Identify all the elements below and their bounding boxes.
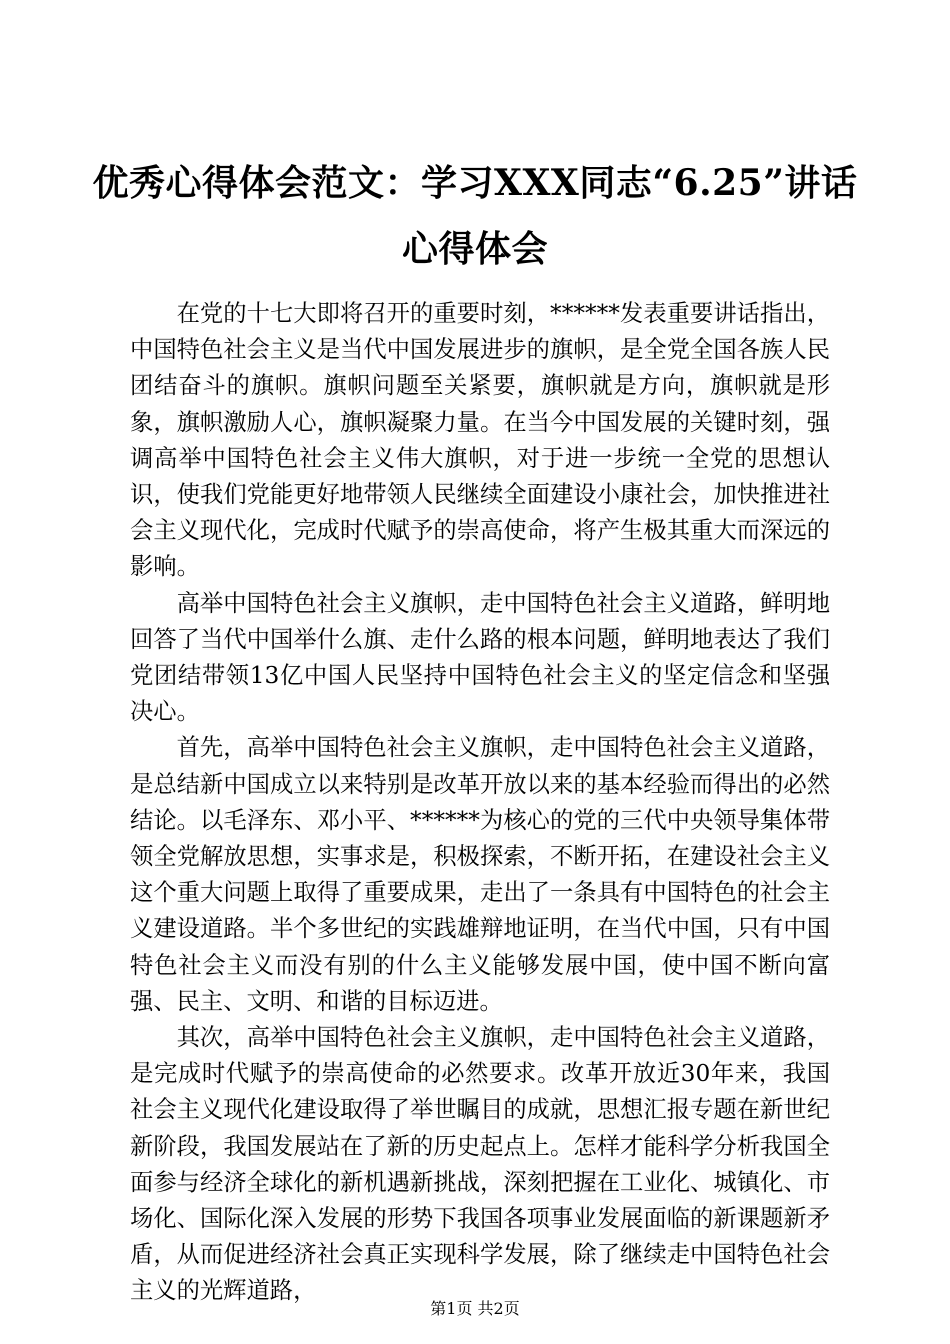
paragraph-2: 高举中国特色社会主义旗帜，走中国特色社会主义道路，鲜明地回答了当代中国举什么旗、走什么路的根本问题，鲜明地表达了我们党团结带领13亿中国人民坚持中国特色社会主义的坚定信念和坚强决心。 xyxy=(130,589,830,726)
paragraph-1: 在党的十七大即将召开的重要时刻，******发表重要讲话指出，中国特色社会主义是当代中国发展进步的旗帜，是全党全国各族人民团结奋斗的旗帜。旗帜问题至关紧要，旗帜就是方向，旗帜就是形象，旗帜激励人心，旗帜凝聚力量。在当今中国发展的关键时刻，强调高举中国特色社会主义伟大旗帜，对于进一步统一全党的思想认识，使我们党能更好地带领人民继续全面建设小康社会，加快推进社会主义现代化，完成时代赋予的崇高使命，将产生极其重大而深远的影响。 xyxy=(130,300,830,581)
document-title: 优秀心得体会范文：学习XXX同志“6.25”讲话心得体会 xyxy=(92,162,858,270)
paragraph-3: 首先，高举中国特色社会主义旗帜，走中国特色社会主义道路，是总结新中国成立以来特别是改革开放以来的基本经验而得出的必然结论。以毛泽东、邓小平、******为核心的党的三代中央领导集体带领全党解放思想，实事求是，积极探索，不断开拓，在建设社会主义这个重大问题上取得了重要成果，走出了一条具有中国特色的社会主义建设道路。半个多世纪的实践雄辩地证明，在当代中国，只有中国特色社会主义而没有别的什么主义能够发展中国，使中国不断向富强、民主、文明、和谐的目标迈进。 xyxy=(130,734,830,1015)
document-body xyxy=(130,296,830,1310)
paragraph-4: 其次，高举中国特色社会主义旗帜，走中国特色社会主义道路，是完成时代赋予的崇高使命的必然要求。改革开放近30年来，我国社会主义现代化建设取得了举世瞩目的成就，思想汇报专题在新世纪新阶段，我国发展站在了新的历史起点上。怎样才能科学分析我国全面参与经济全球化的新机遇新挑战，深刻把握在工业化、城镇化、市场化、国际化深入发展的形势下我国各项事业发展面临的新课题新矛盾，从而促进经济社会真正实现科学发展，除了继续走中国特色社会主义的光辉道路， xyxy=(130,1024,830,1305)
page-number-footer: 第1页 共2页 xyxy=(430,1299,520,1318)
